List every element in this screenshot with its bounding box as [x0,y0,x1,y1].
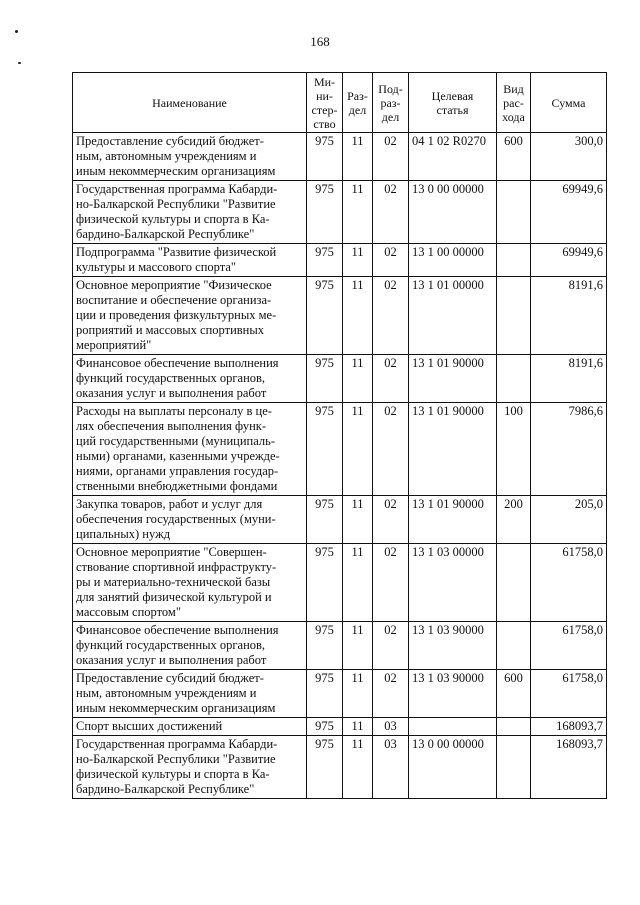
header-name: Наименование [73,73,307,133]
row-subsection-cell: 02 [373,181,409,244]
row-ministry-cell: 975 [307,403,343,496]
row-expense-type-cell [497,181,531,244]
row-target-cell: 13 0 00 00000 [409,736,497,799]
row-expense-type-cell: 600 [497,133,531,181]
row-name-cell: Государственная программа Кабарди- но-Балкарской Республики "Развитие физической культуры и спорта в Ка- бардино-Балкарской Республике" [73,181,307,244]
row-sum-cell: 61758,0 [531,544,607,622]
row-sum-cell: 61758,0 [531,670,607,718]
scan-speck [18,62,21,64]
row-expense-type-cell: 600 [497,670,531,718]
header-subsection: Под- раз- дел [373,73,409,133]
page-number: 168 [310,34,330,49]
row-expense-type-cell [497,355,531,403]
row-name-cell: Расходы на выплаты персоналу в це- лях обеспечения выполнения функ- ций государственными (муниципаль- ными) органами, казенными учрежде- ниями, органами управления государ- ственными внебюджетными фондами [73,403,307,496]
row-expense-type-cell [497,277,531,355]
row-sum-cell: 205,0 [531,496,607,544]
row-name-cell: Закупка товаров, работ и услуг для обеспечения государственных (муни- ципальных) нужд [73,496,307,544]
table-row [73,544,607,622]
row-target-cell: 13 1 01 00000 [409,277,497,355]
row-name-cell: Финансовое обеспечение выполнения функций государственных органов, оказания услуг и выполнения работ [73,622,307,670]
row-section-cell: 11 [343,181,373,244]
header-target: Целевая статья [409,73,497,133]
row-ministry-cell: 975 [307,718,343,736]
row-sum-cell: 69949,6 [531,244,607,277]
row-section-cell: 11 [343,133,373,181]
row-expense-type-cell: 200 [497,496,531,544]
scan-speck [15,30,18,33]
row-subsection-cell: 02 [373,355,409,403]
row-expense-type-cell [497,544,531,622]
budget-table [72,72,607,799]
row-section-cell: 11 [343,496,373,544]
header-ministry: Ми- ни- стер- ство [307,73,343,133]
row-subsection-cell: 03 [373,736,409,799]
row-sum-cell: 8191,6 [531,355,607,403]
row-section-cell: 11 [343,718,373,736]
row-target-cell: 13 1 01 90000 [409,403,497,496]
row-subsection-cell: 02 [373,403,409,496]
row-expense-type-cell: 100 [497,403,531,496]
row-target-cell: 13 1 01 90000 [409,496,497,544]
row-name-cell: Спорт высших достижений [73,718,307,736]
row-section-cell: 11 [343,244,373,277]
row-ministry-cell: 975 [307,670,343,718]
row-ministry-cell: 975 [307,181,343,244]
row-sum-cell: 168093,7 [531,736,607,799]
row-ministry-cell: 975 [307,544,343,622]
row-target-cell: 04 1 02 R0270 [409,133,497,181]
row-ministry-cell: 975 [307,277,343,355]
row-name-cell: Предоставление субсидий бюджет- ным, автономным учреждениям и иным некоммерческим организациям [73,133,307,181]
row-section-cell: 11 [343,622,373,670]
row-sum-cell: 69949,6 [531,181,607,244]
header-expense-type: Вид рас- хода [497,73,531,133]
row-target-cell: 13 1 03 90000 [409,622,497,670]
row-ministry-cell: 975 [307,133,343,181]
row-subsection-cell: 02 [373,133,409,181]
header-sum: Сумма [531,73,607,133]
table-row [73,403,607,496]
table-row [73,133,607,181]
table-row [73,244,607,277]
row-ministry-cell: 975 [307,355,343,403]
table-row [73,718,607,736]
row-sum-cell: 61758,0 [531,622,607,670]
table-body [73,133,607,799]
row-expense-type-cell [497,718,531,736]
row-ministry-cell: 975 [307,496,343,544]
row-ministry-cell: 975 [307,244,343,277]
row-name-cell: Финансовое обеспечение выполнения функций государственных органов, оказания услуг и выполнения работ [73,355,307,403]
row-subsection-cell: 02 [373,496,409,544]
header-section: Раз- дел [343,73,373,133]
row-subsection-cell: 02 [373,670,409,718]
row-ministry-cell: 975 [307,736,343,799]
row-section-cell: 11 [343,670,373,718]
row-subsection-cell: 02 [373,622,409,670]
row-target-cell: 13 1 00 00000 [409,244,497,277]
row-sum-cell: 7986,6 [531,403,607,496]
row-section-cell: 11 [343,544,373,622]
row-expense-type-cell [497,622,531,670]
row-name-cell: Подпрограмма "Развитие физической культуры и массового спорта" [73,244,307,277]
row-target-cell: 13 0 00 00000 [409,181,497,244]
table-row [73,355,607,403]
row-name-cell: Государственная программа Кабарди- но-Балкарской Республики "Развитие физической культуры и спорта в Ка- бардино-Балкарской Республике" [73,736,307,799]
row-subsection-cell: 02 [373,277,409,355]
row-name-cell: Основное мероприятие "Физическое воспитание и обеспечение организа- ции и проведения физкультурных ме- роприятий и массовых спортивных мероприятий" [73,277,307,355]
row-sum-cell: 300,0 [531,133,607,181]
row-subsection-cell: 02 [373,244,409,277]
table-row [73,277,607,355]
row-ministry-cell: 975 [307,622,343,670]
table-header-row [73,73,607,133]
row-section-cell: 11 [343,355,373,403]
row-section-cell: 11 [343,403,373,496]
row-section-cell: 11 [343,277,373,355]
table-row [73,622,607,670]
table-row [73,496,607,544]
row-expense-type-cell [497,244,531,277]
row-name-cell: Основное мероприятие "Совершен- ствование спортивной инфраструкту- ры и материально-технической базы для занятий физической культурой и массовым спортом" [73,544,307,622]
row-name-cell: Предоставление субсидий бюджет- ным, автономным учреждениям и иным некоммерческим организациям [73,670,307,718]
row-subsection-cell: 03 [373,718,409,736]
row-sum-cell: 168093,7 [531,718,607,736]
table-row [73,181,607,244]
row-target-cell: 13 1 01 90000 [409,355,497,403]
row-target-cell [409,718,497,736]
table-row [73,736,607,799]
row-section-cell: 11 [343,736,373,799]
row-target-cell: 13 1 03 00000 [409,544,497,622]
row-target-cell: 13 1 03 90000 [409,670,497,718]
row-expense-type-cell [497,736,531,799]
table-row [73,670,607,718]
row-subsection-cell: 02 [373,544,409,622]
row-sum-cell: 8191,6 [531,277,607,355]
